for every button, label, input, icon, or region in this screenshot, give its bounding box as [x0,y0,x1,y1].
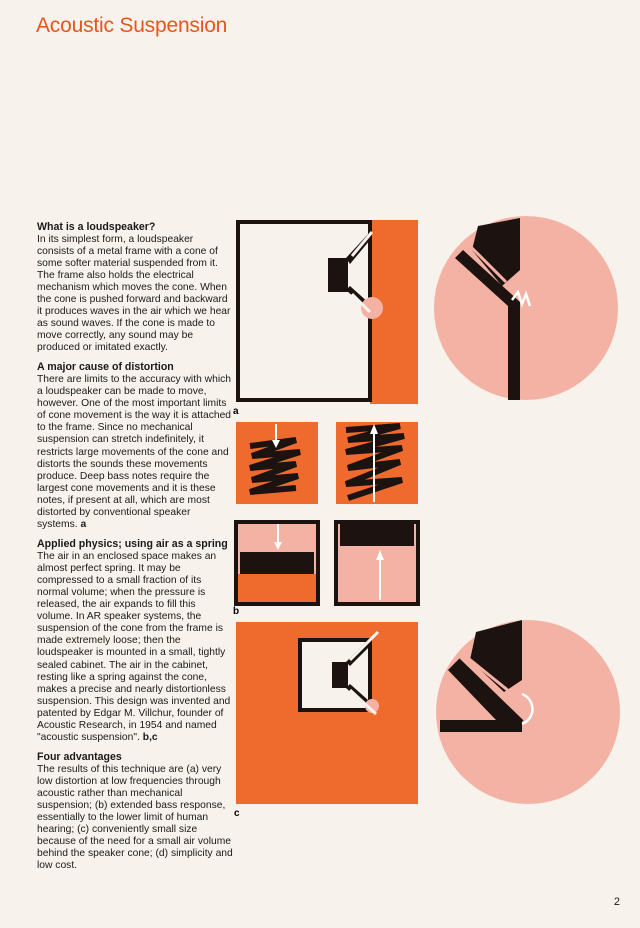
figure-b-air-compressed [236,522,318,604]
figure-label-a: a [233,406,239,417]
section-body: The air in an enclosed space makes an almost perfect spring. It may be compressed to a small fraction of its normal volume; when the pressure is released, the air expands to fill this volume. In AR speaker systems, the suspension of the cone from the frame is made extremely loose; then the loudspeaker is mounted in a small, tightly sealed cabinet. The air in the cabinet, resting like a spring against the cone, makes a precise and nearly distortionless suspension. This design was invented and patented by Edgar M. Villchur, founder of Acoustic Research, in 1954 and named "acoustic suspension". b,c [37,550,231,744]
figure-c-sealed-cabinet [236,622,418,804]
figure-b-air-expanded [336,522,418,604]
figure-b-spring-stretched [336,422,418,504]
figure-label-c: c [234,808,240,819]
section-body: In its simplest form, a loudspeaker consists of a metal frame with a cone of some softer material suspended from it. The frame also holds the electrical mechanism which moves the cone. When the cone is pushed forward and backward it produces waves in the air which we hear as sound waves. If the cone is made to move correctly, any sound may be produced or imitated exactly. [37,233,231,354]
figure-b-spring-compressed [236,422,318,504]
figure-a-detail-circle [434,216,618,400]
section-heading: What is a loudspeaker? [37,221,156,233]
figure-ref: b,c [142,732,158,744]
figure-ref: a [80,519,87,531]
section-heading: Applied physics; using air as a spring [37,538,228,551]
figure-c-detail-circle [436,620,620,804]
page-number: 2 [613,896,620,908]
figure-label-b: b [233,606,240,617]
section-heading: Four advantages [37,751,122,764]
page-title: Acoustic Suspension [36,14,228,37]
section-body: The results of this technique are (a) very low distortion at low frequencies through acoustic rather than mechanical suspension; (b) extended bass response, essentially to the lower limit of human hearing; (c) conveniently small size because of the need for a small air volume behind the speaker cone; (d) simplicity and low cost. [37,763,233,872]
figure-a-speaker [238,220,418,404]
section-body: There are limits to the accuracy with which a loudspeaker can be made to move, however. One of the most important limits of cone movement is the way it is attached to the frame. Since no mechanical suspension can stretch indefinitely, it restricts large movements of the cone and distorts the sounds these movements produce. Deep bass notes require the largest cone movements and it is these notes, if present at all, which are most distorted by conventional speaker systems. a [37,373,232,531]
section-heading: A major cause of distortion [37,361,174,374]
